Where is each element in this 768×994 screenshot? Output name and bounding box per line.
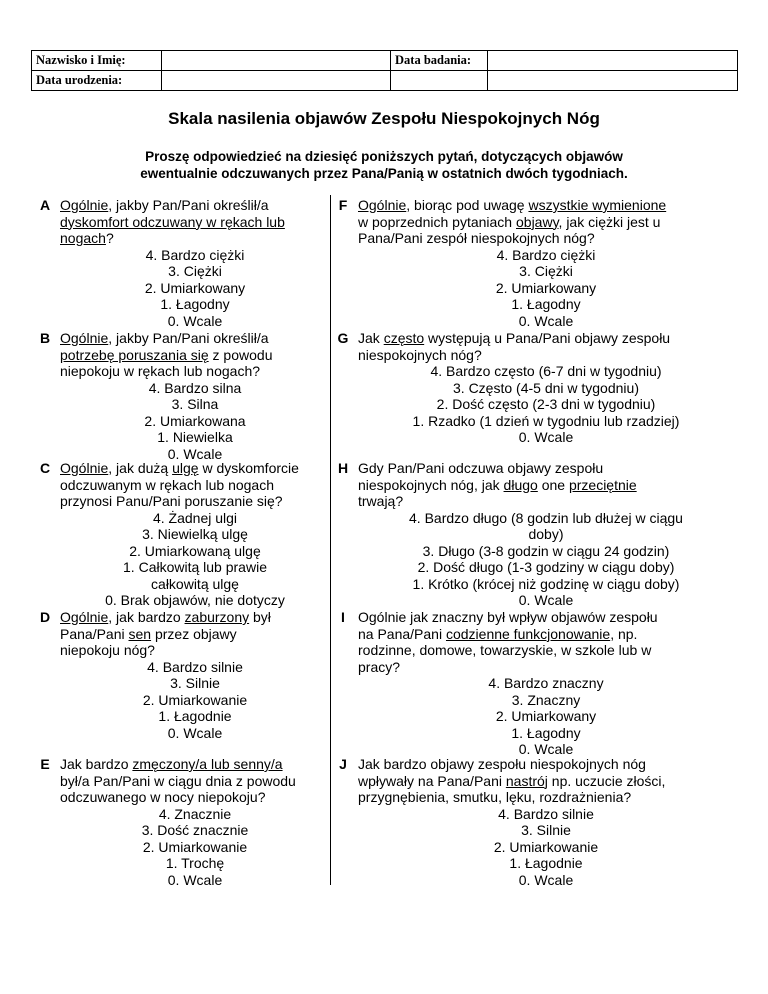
answer-option[interactable]: 0. Wcale	[518, 741, 574, 757]
instruction-line: ewentualnie odczuwanych przez Pana/Panią w ostatnich dwóch tygodniach.	[140, 166, 628, 181]
answer-option[interactable]: 3. Niewielką ulgę	[142, 526, 248, 542]
question-text	[358, 460, 734, 510]
question-letter: I	[341, 609, 345, 625]
answer-option[interactable]: 2. Umiarkowany	[495, 279, 597, 296]
question-line: Ogólnie, jak dużą ulgę w dyskomforcie	[60, 460, 299, 476]
answer-options	[60, 659, 330, 742]
answer-option[interactable]: 3. Silna	[171, 396, 219, 412]
answer-option[interactable]: 1. Trochę	[165, 855, 225, 871]
answer-option[interactable]: 3. Ciężki	[519, 263, 573, 279]
answer-option[interactable]: 2. Umiarkowany	[144, 279, 246, 296]
question-body	[358, 609, 734, 758]
answer-option[interactable]: 4. Bardzo silna	[148, 379, 242, 396]
question-text	[60, 460, 330, 510]
answer-option[interactable]: 0. Wcale	[167, 871, 223, 888]
answer-option[interactable]: 0. Wcale	[167, 445, 223, 462]
question-line: Ogólnie jak znaczny był wpływ objawów zespołu	[358, 609, 658, 625]
name-label: Nazwisko i Imię:	[32, 51, 162, 71]
question-line: na Pana/Pani codzienne funkcjonowanie, np.	[358, 625, 638, 642]
question-letter: C	[39, 460, 51, 476]
answer-option[interactable]: 0. Brak objawów, nie dotyczy	[105, 592, 285, 608]
question-line: Jak bardzo objawy zespołu niespokojnych nóg	[358, 756, 646, 772]
answer-option[interactable]: 2. Umiarkowana	[144, 412, 246, 429]
answer-options	[60, 380, 330, 463]
name-field[interactable]	[162, 51, 391, 71]
answer-option[interactable]: 2. Umiarkowany	[495, 708, 597, 724]
answer-option[interactable]: 4. Bardzo silnie	[498, 805, 594, 822]
question-body	[358, 330, 734, 446]
question-line: był/a Pan/Pani w ciągu dnia z powodu	[60, 772, 296, 789]
question-body	[60, 609, 330, 741]
exam-date-field[interactable]	[488, 51, 738, 71]
question-letter: G	[337, 330, 349, 346]
question-body	[358, 756, 734, 888]
answer-options	[358, 363, 734, 446]
answer-options	[60, 510, 330, 609]
question-text	[358, 609, 734, 675]
question-line: niespokojnych nóg?	[358, 346, 482, 363]
question-line: Jak bardzo zmęczony/a lub senny/a	[60, 756, 283, 772]
question-body	[60, 197, 330, 329]
question-line: niespokojnych nóg, jak długo one przeciętnie	[358, 476, 637, 493]
question-letter: E	[40, 756, 50, 772]
answer-option[interactable]: 4. Bardzo ciężki	[145, 246, 245, 263]
question-line: odczuwanego w nocy niepokoju?	[60, 789, 266, 805]
answer-option[interactable]: 3. Długo (3-8 godzin w ciągu 24 godzin)	[422, 542, 670, 559]
answer-options	[60, 247, 330, 330]
empty-cell	[391, 71, 488, 91]
answer-option[interactable]: 4. Bardzo silnie	[147, 658, 243, 675]
question-body	[358, 460, 734, 609]
question-line: Ogólnie, biorąc pod uwagę wszystkie wymienione	[358, 197, 667, 213]
exam-date-label: Data badania:	[391, 51, 488, 71]
answer-option[interactable]: 4. Bardzo często (6-7 dni w tygodniu)	[430, 363, 662, 379]
answer-option[interactable]: 2. Umiarkowanie	[142, 838, 248, 855]
answer-option[interactable]: 3. Silnie	[170, 675, 220, 691]
question-line: w poprzednich pytaniach objawy, jak ciężki jest u	[358, 213, 661, 230]
answer-option[interactable]: 4. Żadnej ulgi	[152, 509, 238, 526]
answer-option[interactable]: 3. Często (4-5 dni w tygodniu)	[453, 379, 639, 396]
question-line: Ogólnie, jak bardzo zaburzony był	[60, 609, 271, 625]
answer-options	[60, 806, 330, 889]
answer-option[interactable]: 4. Bardzo znaczny	[488, 675, 604, 691]
question-text	[60, 756, 330, 806]
answer-option[interactable]: 0. Wcale	[518, 592, 574, 608]
answer-option[interactable]: 4. Znacznie	[158, 805, 232, 822]
question-line: Ogólnie, jakby Pan/Pani określił/a	[60, 330, 269, 346]
answer-option[interactable]: 1. Łagodny	[511, 296, 581, 312]
question-text	[358, 197, 734, 247]
answer-option[interactable]: 4. Bardzo ciężki	[496, 246, 596, 263]
answer-option[interactable]: 0. Wcale	[167, 724, 223, 741]
question-line: Ogólnie, jakby Pan/Pani określił/a	[60, 197, 269, 213]
question-letter: H	[337, 460, 349, 476]
question-line: rodzinne, domowe, towarzyskie, w szkole lub w	[358, 642, 652, 658]
answer-option[interactable]: 2. Dość często (2-3 dni w tygodniu)	[436, 396, 656, 412]
empty-cell	[488, 71, 738, 91]
answer-option[interactable]: 0. Wcale	[167, 312, 223, 329]
question-text	[358, 330, 734, 363]
answer-options	[358, 247, 734, 330]
question-letter: B	[39, 330, 51, 346]
question-body	[60, 460, 330, 609]
question-body	[60, 330, 330, 462]
question-line: dyskomfort odczuwany w rękach lub	[60, 213, 285, 230]
column-divider	[330, 195, 331, 885]
question-text	[60, 330, 330, 380]
answer-option[interactable]: 3. Silnie	[521, 822, 571, 838]
question-line: odczuwanym w rękach lub nogach	[60, 476, 275, 493]
answer-option[interactable]: 3. Dość znacznie	[141, 822, 249, 838]
question-line: niepokoju w rękach lub nogach?	[60, 363, 261, 379]
answer-option[interactable]: 1. Łagodny	[160, 296, 230, 312]
answer-option[interactable]: całkowitą ulgę	[151, 575, 239, 592]
question-line: wpływały na Pana/Pani nastrój np. uczucie złości,	[358, 772, 666, 789]
answer-option[interactable]: 1. Rzadko (1 dzień w tygodniu lub rzadziej)	[412, 412, 680, 429]
question-body	[60, 756, 330, 888]
answer-option[interactable]: 1. Niewielka	[157, 429, 233, 445]
answer-option[interactable]: 1. Krótko (krócej niż godzinę w ciągu doby)	[412, 575, 680, 592]
answer-option[interactable]: doby)	[528, 526, 564, 542]
answer-option[interactable]: 2. Dość długo (1-3 godziny w ciągu doby)	[417, 559, 675, 575]
answer-option[interactable]: 3. Ciężki	[168, 263, 222, 279]
answer-option[interactable]: 1. Łagodny	[511, 724, 581, 741]
birth-date-label: Data urodzenia:	[32, 71, 162, 91]
question-body	[358, 197, 734, 329]
question-line: nogach?	[60, 230, 114, 246]
question-letter: A	[39, 197, 51, 213]
question-line: przygnębienia, smutku, lęku, rozdrażnienia?	[358, 789, 632, 805]
question-letter: F	[338, 197, 348, 213]
answer-option[interactable]: 0. Wcale	[518, 429, 574, 445]
birth-date-field[interactable]	[162, 71, 391, 91]
question-line: Jak często występują u Pana/Pani objawy zespołu	[358, 330, 671, 346]
question-line: niepokoju nóg?	[60, 642, 155, 658]
question-line: przynosi Panu/Pani poruszanie się?	[60, 493, 283, 509]
answer-option[interactable]: 1. Całkowitą lub prawie	[123, 559, 267, 575]
answer-options	[358, 510, 734, 609]
answer-option[interactable]: 1. Łagodnie	[509, 855, 583, 871]
answer-option[interactable]: 0. Wcale	[518, 871, 574, 888]
instructions	[0, 148, 768, 182]
answer-option[interactable]: 0. Wcale	[518, 312, 574, 329]
question-line: pracy?	[358, 658, 401, 675]
answer-option[interactable]: 2. Umiarkowanie	[493, 838, 599, 855]
answer-option[interactable]: 3. Znaczny	[511, 691, 581, 708]
question-text	[358, 756, 734, 806]
answer-options	[358, 806, 734, 889]
question-text	[60, 197, 330, 247]
question-letter: J	[339, 756, 347, 772]
question-line: potrzebę poruszania się z powodu	[60, 346, 273, 363]
answer-option[interactable]: 4. Bardzo długo (8 godzin lub dłużej w ciągu	[409, 509, 683, 526]
answer-option[interactable]: 2. Umiarkowaną ulgę	[129, 542, 261, 559]
question-text	[60, 609, 330, 659]
instruction-line: Proszę odpowiedzieć na dziesięć poniższych pytań, dotyczących objawów	[145, 149, 623, 164]
answer-option[interactable]: 2. Umiarkowanie	[142, 691, 248, 708]
patient-info-table	[31, 50, 738, 91]
question-line: Pana/Pani zespół niespokojnych nóg?	[358, 230, 595, 246]
question-line: Gdy Pan/Pani odczuwa objawy zespołu	[358, 460, 604, 476]
answer-options	[358, 675, 734, 758]
answer-option[interactable]: 1. Łagodnie	[158, 708, 232, 724]
question-line: Pana/Pani sen przez objawy	[60, 625, 237, 642]
page-title: Skala nasilenia objawów Zespołu Niespokojnych Nóg	[168, 109, 600, 128]
question-letter: D	[39, 609, 51, 625]
question-line: trwają?	[358, 493, 404, 509]
